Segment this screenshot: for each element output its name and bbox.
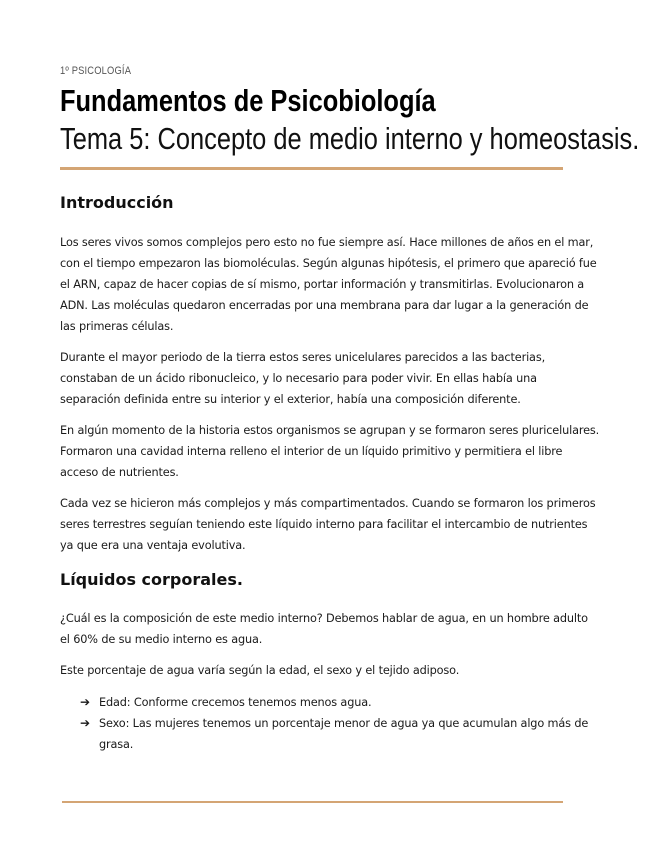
bullet-list [60,692,600,755]
section-heading-introduction: Introducción [60,193,174,212]
section-heading-liquids: Líquidos corporales. [60,570,243,589]
list-item-text: Edad: Conforme crecemos tenemos menos agua. [99,696,372,709]
paragraph: Durante el mayor periodo de la tierra estos seres unicelulares parecidos a las bacterias, constaban de un ácido ribonucleico, y lo necesario para poder vivir. En ellas había una separación definida entre su interior y el exterior, había una composición diferente. [60,351,546,406]
arrow-bullet-icon: ➔ [80,716,90,730]
paragraph: Este porcentaje de agua varía según la edad, el sexo y el tejido adiposo. [60,664,460,677]
list-item-text: Sexo: Las mujeres tenemos un porcentaje menor de agua ya que acumulan algo más de grasa. [99,717,589,751]
paragraph: En algún momento de la historia estos organismos se agrupan y se formaron seres pluricelulares. Formaron una cavidad interna relleno el interior de un líquido primitivo y permitiera el libre acceso de nutrientes. [60,424,600,479]
course-label: 1º PSICOLOGÍA [60,65,132,77]
header-divider [60,167,563,170]
list-item [60,692,600,713]
document-body [60,190,600,755]
paragraph: ¿Cuál es la composición de este medio interno? Debemos hablar de agua, en un hombre adulto el 60% de su medio interno es agua. [60,612,588,646]
paragraph: Cada vez se hicieron más complejos y más compartimentados. Cuando se formaron los primeros seres terrestres seguían teniendo este líquido interno para facilitar el intercambio de nutrientes ya que era una ventaja evolutiva. [60,497,596,552]
arrow-bullet-icon: ➔ [80,695,90,709]
document-subtitle: Tema 5: Concepto de medio interno y homeostasis. [60,121,640,156]
paragraph: Los seres vivos somos complejos pero esto no fue siempre así. Hace millones de años en el mar, con el tiempo empezaron las biomoléculas. Según algunas hipótesis, el primero que apareció fue el ARN, capaz de hacer copias de sí mismo, portar información y transmitirlas. Evolucionaron a ADN. Las moléculas quedaron encerradas por una membrana para dar lugar a la generación de las primeras células. [60,236,597,333]
list-item [60,713,600,755]
footer-divider [62,801,563,803]
document-title: Fundamentos de Psicobiología [60,83,436,118]
document-header [60,60,640,156]
